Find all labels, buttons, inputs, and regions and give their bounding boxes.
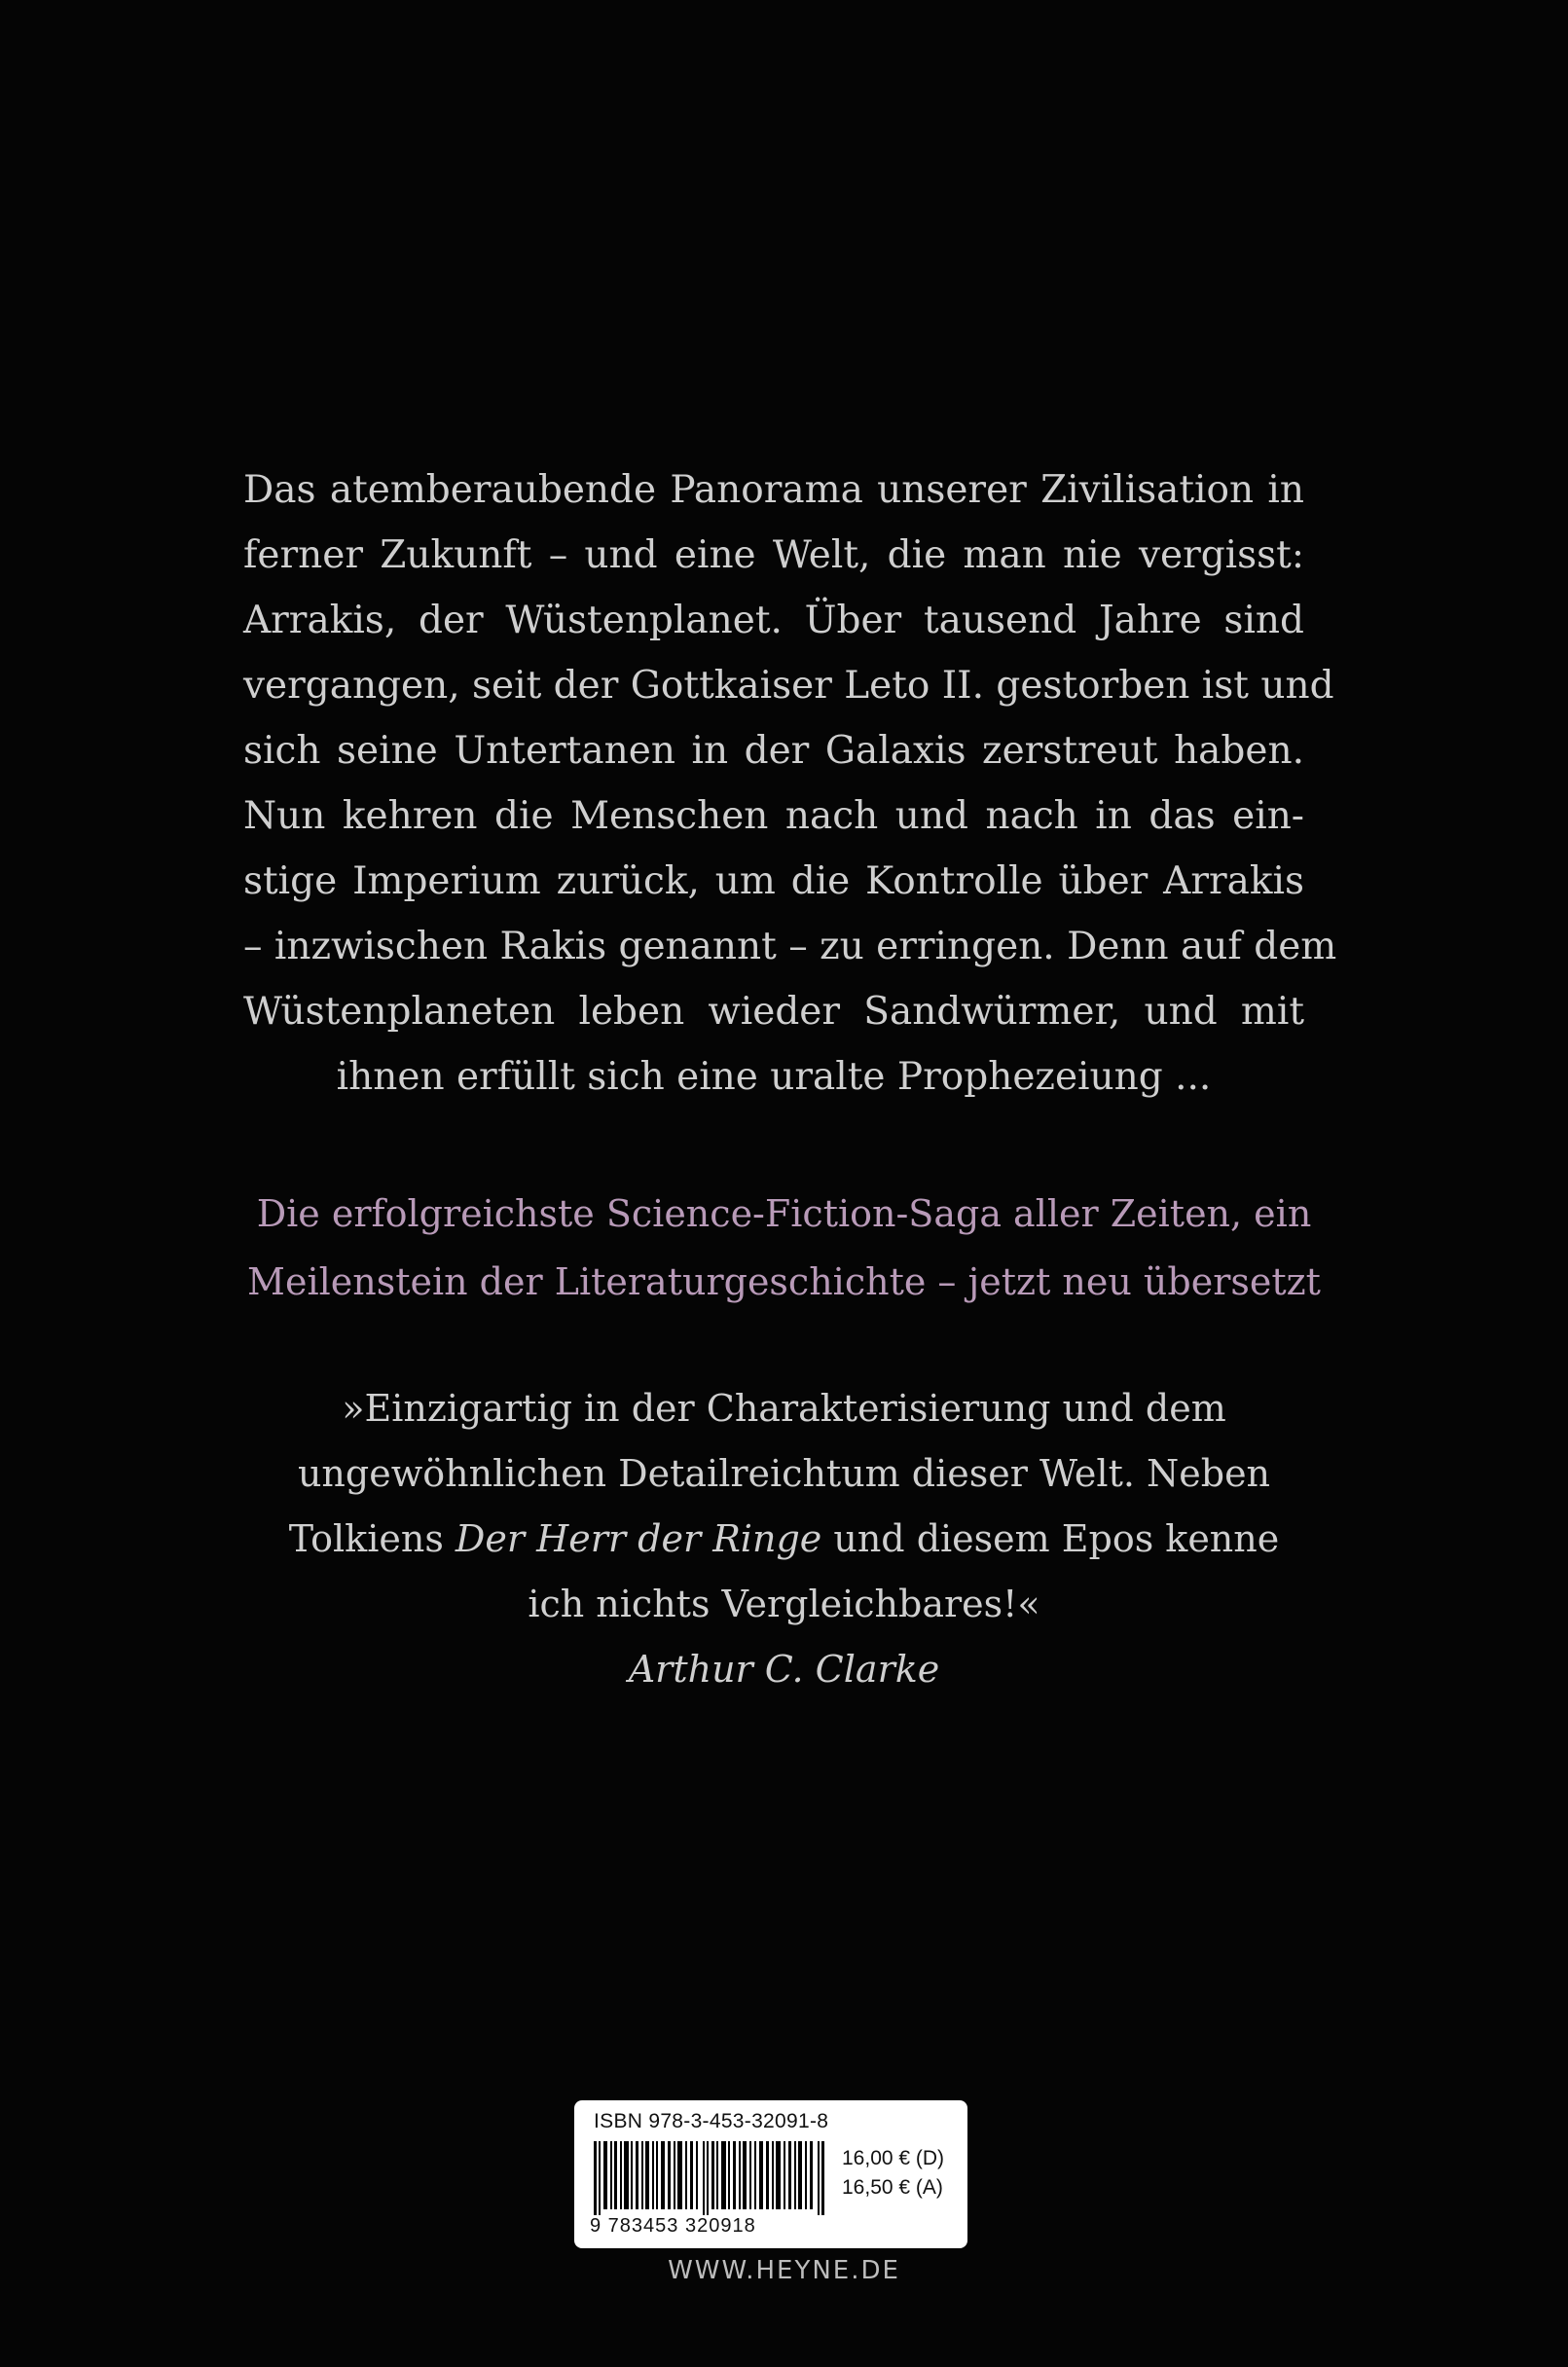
author-name: Arthur C. Clarke: [628, 1648, 940, 1691]
barcode-icon: [594, 2141, 833, 2215]
tagline: [195, 1180, 1373, 1316]
price-austria: 16,50 € (A): [842, 2176, 943, 2199]
blurb-text: [243, 457, 1337, 1110]
blurb-line: vergangen, seit der Gottkaiser Leto II. gestorben ist und: [243, 664, 1334, 708]
blurb-line: ferner Zukunft – und eine Welt, die man nie vergisst:: [243, 533, 1304, 577]
blurb-line: ihnen erfüllt sich eine uralte Prophezeiung ...: [336, 1055, 1212, 1099]
quote-author: [243, 1637, 1325, 1702]
quote-line: ungewöhnlichen Detailreichtum dieser Welt. Neben: [297, 1452, 1271, 1495]
review-quote: [243, 1376, 1325, 1702]
blurb-line: Nun kehren die Menschen nach und nach in das ein-: [243, 794, 1304, 838]
barcode-digits: 9 783453 320918: [590, 2215, 756, 2237]
blurb-line: Wüstenplaneten leben wieder Sandwürmer, und mit: [243, 990, 1304, 1034]
tagline-line: Die erfolgreichste Science-Fiction-Saga aller Zeiten, ein: [256, 1192, 1312, 1235]
blurb-line: Das atemberaubende Panorama unserer Zivilisation in: [243, 468, 1304, 512]
isbn-number: ISBN 978-3-453-32091-8: [594, 2110, 829, 2132]
quote-line: ich nichts Vergleichbares!«: [528, 1583, 1040, 1625]
barcode-label: [574, 2100, 967, 2248]
quote-line: »Einzigartig in der Charakterisierung und dem: [342, 1387, 1226, 1430]
blurb-line: – inzwischen Rakis genannt – zu erringen. Denn auf dem: [243, 925, 1337, 968]
price-germany: 16,00 € (D): [842, 2147, 945, 2169]
publisher-website: WWW.HEYNE.DE: [668, 2256, 900, 2285]
tagline-line: Meilenstein der Literaturgeschichte – jetzt neu übersetzt: [247, 1260, 1321, 1303]
book-title: Der Herr der Ringe: [455, 1517, 822, 1560]
quote-text: und diesem Epos kenne: [821, 1517, 1280, 1560]
blurb-line: stige Imperium zurück, um die Kontrolle über Arrakis: [243, 859, 1304, 903]
quote-line: [243, 1507, 1325, 1572]
blurb-line: sich seine Untertanen in der Galaxis zerstreut haben.: [243, 729, 1304, 773]
quote-text: Tolkiens: [288, 1517, 456, 1560]
blurb-line: Arrakis, der Wüstenplanet. Über tausend Jahre sind: [243, 599, 1304, 642]
